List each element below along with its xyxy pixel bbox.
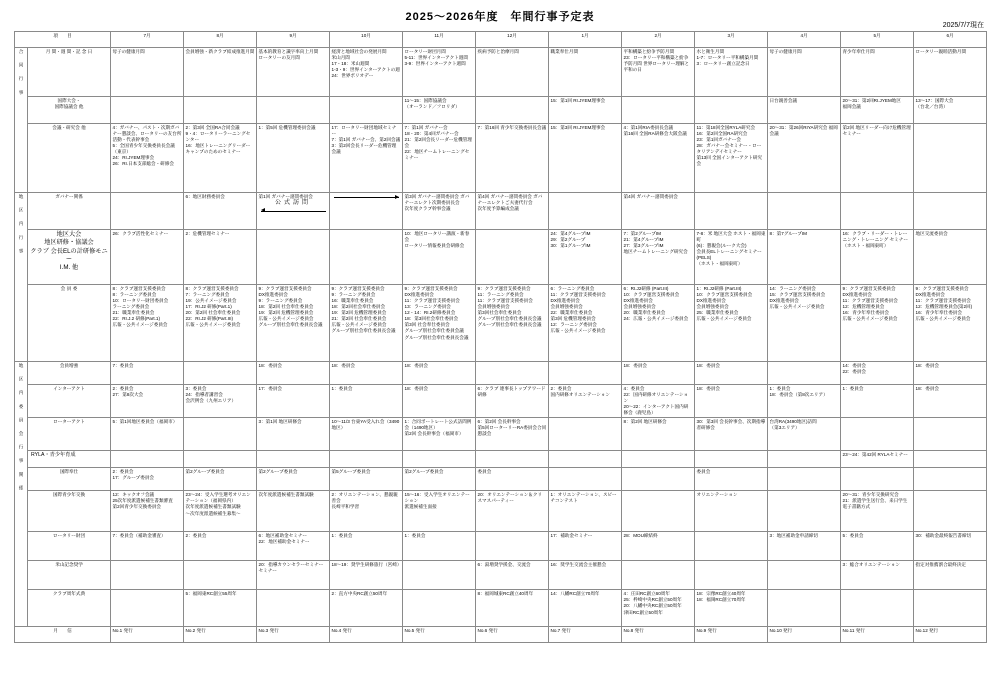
cell-r6-c6 xyxy=(549,362,622,385)
row-label-7: インターアクト xyxy=(28,385,111,418)
cell-r1-c8 xyxy=(695,97,768,124)
cell-r5-c0: 8：クラブ運営支援委員会 8：ラーニング委員会 10：ロータリー財団委員会 ラーニング委員会 21：職業奉仕委員会 22：RI.J.2 研修(Part.1) 広報・公共イメージ委員会 xyxy=(111,285,184,362)
row-label-5: 委 員 会 xyxy=(28,285,111,362)
cell-r8-c5: 6：第2回 会長幹事会 第5回ローターリーRA委員会合同懇談会 xyxy=(476,418,549,451)
cell-r3-c3 xyxy=(330,193,403,230)
cell-r1-c11: 13～17：国際大会 （台北／台湾） xyxy=(914,97,987,124)
cell-r1-c3 xyxy=(330,97,403,124)
cell-r14-c4 xyxy=(403,590,476,627)
row-label-8: ローターアクト xyxy=(28,418,111,451)
cell-r13-c10: 3：総合オリエンテーション xyxy=(841,561,914,590)
cell-r9-c10: 23～24：第42回 RYLAセミナー xyxy=(841,451,914,468)
cell-r4-c10: 16：クラブ・リーダー・トレーニング・トレーニング セミナー（ホスト・福岡東町） xyxy=(841,230,914,285)
cell-r3-c1: 6：地区財務委員会 xyxy=(184,193,257,230)
cell-r3-c2 xyxy=(257,193,330,230)
cell-r13-c2: 20：指導カウンセラーセミナー セミナー xyxy=(257,561,330,590)
cell-r12-c5 xyxy=(476,532,549,561)
cell-r4-c0: 26：クラブ活性化セミナー xyxy=(111,230,184,285)
header-month-11: 11月 xyxy=(403,32,476,48)
row-label-11: 国際青少年交換 xyxy=(28,491,111,532)
cell-r6-c7: 18：委員会 xyxy=(622,362,695,385)
cell-r4-c8: 7-8：米 地区大会 ホスト・福岡東町 (6)：懇親会(ルーク大会) 会員長ELトレーニングセミナー(PELS) （ホスト・福岡東町） xyxy=(695,230,768,285)
schedule-table xyxy=(14,31,987,643)
footer-cell-2: No.3 発行 xyxy=(257,627,330,643)
cell-r7-c5: 6：クラブ 連事長トップアワード研修 xyxy=(476,385,549,418)
cell-r7-c10: 1：委員会 xyxy=(841,385,914,418)
cell-r13-c1 xyxy=(184,561,257,590)
cell-r8-c4: 1：合同ポートレート公式訪問例会（1490地区） 第2回 会長幹事会（福岡市） xyxy=(403,418,476,451)
cell-r3-c5: 第4回 ガバナー諮問委員会 ガバナーエレクトご夫妻代行会 次年度予算編成会議 xyxy=(476,193,549,230)
cell-r0-c8: 水と衛生月間 1-7：ロータリー平和構築月間 3：ロータリー創立記念日 xyxy=(695,48,768,97)
cell-r12-c0: 7：委員会（補助金審査） xyxy=(111,532,184,561)
cell-r4-c4: 10：地区ロータリー講演・新春会 ロータリー情報委員会研修会 xyxy=(403,230,476,285)
cell-r10-c5: 委員会 xyxy=(476,468,549,491)
cell-r4-c3 xyxy=(330,230,403,285)
table-row xyxy=(15,491,987,532)
cell-r14-c1: 5：福岡東RC創立55周年 xyxy=(184,590,257,627)
cell-r6-c3: 18：委員会 xyxy=(330,362,403,385)
cell-r12-c9: 3：地区補助金申請締切 xyxy=(768,532,841,561)
table-row xyxy=(15,97,987,124)
cell-r14-c7: 4：庄田RC創立60周年 25：枠崎中央RC創立50周年 20：八幡中央RC創立50周年 津田RC創立50周年 xyxy=(622,590,695,627)
cell-r9-c7 xyxy=(622,451,695,468)
cell-r12-c2: 6：地区補助金セミナー 22：地区補助金セミナー xyxy=(257,532,330,561)
cell-r0-c9: 母子の健康月間 xyxy=(768,48,841,97)
cell-r12-c7: 28：MOU締結終 xyxy=(622,532,695,561)
cell-r7-c7: 4：委員会 22：国内研修オリエンテーション 20～22：インターアクト国内研修会（鹿児島） xyxy=(622,385,695,418)
table-row xyxy=(15,362,987,385)
cell-r1-c2 xyxy=(257,97,330,124)
cell-r2-c9: 20～31：第26回RIYA研究会 福岡会議 xyxy=(768,124,841,193)
official-visit-arrow-left xyxy=(259,208,328,215)
footer-cell-9: No.10 発行 xyxy=(768,627,841,643)
table-row xyxy=(15,193,987,230)
cell-r14-c3: 2：直方中央RC創立50周年 xyxy=(330,590,403,627)
cell-r9-c3 xyxy=(330,451,403,468)
cell-r4-c7: 7：第2グループIM 21：第4グループIM 27：第3グループIM 地区チームトレーニング研究会 xyxy=(622,230,695,285)
header-month-3: 3月 xyxy=(695,32,768,48)
cell-r4-c6: 24：第4グループIM 29：第2グループ 30：第1グループIM xyxy=(549,230,622,285)
header-month-8: 8月 xyxy=(184,32,257,48)
cell-r6-c4: 18：委員会 xyxy=(403,362,476,385)
cell-r2-c1: 2：第3回 全国RA合同会議 9・4：ロータリーラーニングセンター 16：地区トレーニングリーダーキャンプのためのセミナー xyxy=(184,124,257,193)
table-row xyxy=(15,285,987,362)
cell-r4-c11: 地区交流委員会 xyxy=(914,230,987,285)
cell-r0-c6: 職業奉仕月間 xyxy=(549,48,622,97)
header-month-4: 4月 xyxy=(768,32,841,48)
cell-r6-c10: 14：委員会 22：委員会 xyxy=(841,362,914,385)
cell-r10-c4: 第2グループ委員会 xyxy=(403,468,476,491)
cell-r3-c8 xyxy=(695,193,768,230)
row-label-0: 月 間・週 間・記 念 日 xyxy=(28,48,111,97)
footer-cell-3: No.4 発行 xyxy=(330,627,403,643)
cell-r13-c6: 16：奨学生交流会主催懇会 xyxy=(549,561,622,590)
header-month-1: 1月 xyxy=(549,32,622,48)
header-month-2: 2月 xyxy=(622,32,695,48)
cell-r6-c9 xyxy=(768,362,841,385)
header-month-5: 5月 xyxy=(841,32,914,48)
cell-r2-c2: 1：第5回 危機管理委員会議 xyxy=(257,124,330,193)
cell-r3-c7: 第4回 ガバナー諮問委員会 xyxy=(622,193,695,230)
cell-r7-c1: 3：委員会 24：指導者講習会 会沢例会（九州エリア） xyxy=(184,385,257,418)
footer-cell-7: No.8 発行 xyxy=(622,627,695,643)
side-label-committee: 地 区 内 委 員 会 行 事 関 係 xyxy=(15,362,28,627)
cell-r11-c5: 20：オリエンテーション＆クリスマスパーティー xyxy=(476,491,549,532)
cell-r2-c11 xyxy=(914,124,987,193)
cell-r6-c5 xyxy=(476,362,549,385)
cell-r1-c10: 20～31：第2回RI.JYEM地区 福岡会議 xyxy=(841,97,914,124)
cell-r8-c2: 3：第1回 地区研修会 xyxy=(257,418,330,451)
cell-r9-c11 xyxy=(914,451,987,468)
cell-r9-c4 xyxy=(403,451,476,468)
header-item-label: 項 目 xyxy=(15,32,111,48)
cell-r4-c1: 2：危機管理セミナー xyxy=(184,230,257,285)
row-label-4: 地区大会 地区研修・協議会 クラブ 会長ELの計研修モニー I.M. 他 xyxy=(28,230,111,285)
row-label-6: 会員増強 xyxy=(28,362,111,385)
cell-r13-c5: 6：湯増奨学援金、交流会 xyxy=(476,561,549,590)
table-row xyxy=(15,561,987,590)
cell-r1-c9: 日台親善会議 xyxy=(768,97,841,124)
cell-r10-c0: 2：委員会 17：グループ委員会 xyxy=(111,468,184,491)
cell-r7-c9: 1：委員会 18：委員会（第8次エリア） xyxy=(768,385,841,418)
cell-r11-c9 xyxy=(768,491,841,532)
footer-cell-11: No.12 発行 xyxy=(914,627,987,643)
table-row xyxy=(15,124,987,193)
cell-r2-c0: 4：ガバナー、パスト・次期ガバナー懇談会、ロータリーの友台所活動・代表幹事会 5：全国青少年交換委員長会議（東京） 24：RI.JYEM理事会 26：RI.日本支部総会・研修会 xyxy=(111,124,184,193)
as-of-date: 2025/7/7現在 xyxy=(942,22,984,29)
cell-r12-c11: 30：補助金最終報告書締切 xyxy=(914,532,987,561)
side-label-district: 地 区 内 行 事 xyxy=(15,193,28,362)
row-label-14: クラブ周年式典 xyxy=(28,590,111,627)
cell-r5-c5: 9：クラブ運営支援委員会 11：ラーニング委員会 11：クラブ運営支援委員会 会員増強委員会 第3回社会奉仕委員会 グループ別社会奉仕委員長会議 グループ別社会奉仕委員長会議 xyxy=(476,285,549,362)
cell-r3-c11 xyxy=(914,193,987,230)
cell-r0-c5: 疾病予防と治療月間 xyxy=(476,48,549,97)
table-header-row xyxy=(15,32,987,48)
cell-r0-c3: 経済と地域社会の発展月間 米山月間 17・18：米山週間 1-3・9：世界インターアクトの週 24：世界ポリオデー xyxy=(330,48,403,97)
table-row xyxy=(15,385,987,418)
cell-r3-c2-text: 第1回 ガバナー諮問委員会 xyxy=(258,194,313,199)
cell-r8-c0: 5：第1回地区委員会（福岡市） xyxy=(111,418,184,451)
cell-r3-c6 xyxy=(549,193,622,230)
cell-r11-c0: 12：キックオフ会議 25次年度派遣候補生書類審査 第2回青少年交換委員会 xyxy=(111,491,184,532)
cell-r7-c3: 1：委員会 xyxy=(330,385,403,418)
cell-r7-c4: 18：委員会 xyxy=(403,385,476,418)
row-label-13: 米山記念奨学 xyxy=(28,561,111,590)
table-row xyxy=(15,590,987,627)
cell-r5-c9: 14：ラーニング委員会 15：クラブ運営支援委員会 DX推進委員会 広報・公共イメージ委員会 xyxy=(768,285,841,362)
header-month-9: 9月 xyxy=(257,32,330,48)
table-footer-row xyxy=(15,627,987,643)
row-label-10: 国際奉仕 xyxy=(28,468,111,491)
header-month-12: 12月 xyxy=(476,32,549,48)
cell-r10-c7 xyxy=(622,468,695,491)
cell-r6-c0: 7：委員会 xyxy=(111,362,184,385)
cell-r9-c2 xyxy=(257,451,330,468)
cell-r3-c9 xyxy=(768,193,841,230)
cell-r6-c8: 18：委員会 xyxy=(695,362,768,385)
cell-r8-c9: 台湾RA(3490地区)訪問 （第3エリア） xyxy=(768,418,841,451)
cell-r7-c11: 18：委員会 xyxy=(914,385,987,418)
cell-r0-c10: 青少年奉仕月間 xyxy=(841,48,914,97)
cell-r11-c7 xyxy=(622,491,695,532)
cell-r8-c7: 8：第2回 地区研修会 xyxy=(622,418,695,451)
cell-r13-c8 xyxy=(695,561,768,590)
cell-r14-c5: 8：福岡城東RC創立40周年 xyxy=(476,590,549,627)
cell-r2-c7: 4：第1回RIA委員長会議 第16回 全国RA研修会大阪会議 xyxy=(622,124,695,193)
cell-r4-c9: 8：第7グループIM xyxy=(768,230,841,285)
cell-r13-c11: 指定対推薦割合最終決定 xyxy=(914,561,987,590)
footer-cell-5: No.6 発行 xyxy=(476,627,549,643)
footer-cell-10: No.11 発行 xyxy=(841,627,914,643)
cell-r7-c6: 2：委員会 国内研修オリエンテーション xyxy=(549,385,622,418)
footer-cell-4: No.5 発行 xyxy=(403,627,476,643)
cell-r6-c2: 18：委員会 xyxy=(257,362,330,385)
table-row xyxy=(15,48,987,97)
cell-r2-c4: 7：第1回 ガバナー会 18・20：第4回ガバナー会 21：第2回会長リーダー危機管理会 22：地区チームトレーニングセミナー xyxy=(403,124,476,193)
row-label-3: ガバナー関係 xyxy=(28,193,111,230)
cell-r10-c3: 第5グループ委員会 xyxy=(330,468,403,491)
cell-r1-c1 xyxy=(184,97,257,124)
page-title: 2025～2026年度 年間行事予定表 xyxy=(405,11,595,23)
cell-r7-c0: 2：委員会 27：第8次大会 xyxy=(111,385,184,418)
cell-r13-c0 xyxy=(111,561,184,590)
row-label-12: ロータリー財団 xyxy=(28,532,111,561)
cell-r12-c10: 5：委員会 xyxy=(841,532,914,561)
cell-r11-c11 xyxy=(914,491,987,532)
cell-r2-c3: 17：ロータリー財団地域セミナー 7：第1回 ガバナー会、第2回会議 3：第2回会長リーダー危機管理会議 xyxy=(330,124,403,193)
table-row xyxy=(15,532,987,561)
row-label-2: 会議・研究会 他 xyxy=(28,124,111,193)
cell-r5-c3: 9：クラブ運営支援委員会 9：ラーニング委員会 16：職業奉仕委員会 18：第2回社会奉仕委員会 19：第2回 危機管理委員会 21：第2回 社会奉仕委員会 広報・公共イメージ委員会 グループ別社会奉仕委員長会議 xyxy=(330,285,403,362)
footer-cell-6: No.7 発行 xyxy=(549,627,622,643)
cell-r5-c6: 6：ラーニング委員会 11：クラブ運営支援委員会 DX推進委員会 会員増強委員会 22：職業奉仕委員会 第3回 危機管理委員会 12：ラーニング委員会 広報・公共イメージ委員会 xyxy=(549,285,622,362)
cell-r13-c7 xyxy=(622,561,695,590)
cell-r14-c8: 18：宗像RC創立40周年 18：福岡RC創立70周年 xyxy=(695,590,768,627)
cell-r12-c4: 1：委員会 xyxy=(403,532,476,561)
cell-r4-c5 xyxy=(476,230,549,285)
cell-r2-c5: 7：第16回 青少年交換委員長会議 xyxy=(476,124,549,193)
cell-r2-c10: 第2回 地区リーダー向け危機管理セミナー xyxy=(841,124,914,193)
cell-r3-c4: 第3回 ガバナー諮問委員会 ガバナーエレクト次期委員長会 次年度クラブ幹事会議 xyxy=(403,193,476,230)
cell-r6-c1 xyxy=(184,362,257,385)
cell-r12-c3: 1：委員会 xyxy=(330,532,403,561)
footer-label: 月 信 xyxy=(15,627,111,643)
cell-r5-c1: 8：クラブ運営支援委員会 7：ラーニング委員会 19：公共イメージ委員会 17：RI.J2 研修(Part.1) 20：第2回 社会奉仕委員会 22：RI.J2 研修(Part.III) 広報・公共イメージ委員会 xyxy=(184,285,257,362)
cell-r5-c4: 9：クラブ運営支援委員会 DX推進委員会 11：クラブ運営支援委員会 13：ラーニング委員会 12・14：RI.2研修委員会 18：第3回社会奉仕委員会 第3回 社会奉仕委員会 グループ別社会奉仕委員会議 グループ別社会奉仕委員長会議 xyxy=(403,285,476,362)
cell-r4-c2 xyxy=(257,230,330,285)
cell-r1-c6: 15：第1回 RI.JYEM理事会 xyxy=(549,97,622,124)
row-label-1: 国際大会・ 国際協議会 他 xyxy=(28,97,111,124)
cell-r0-c2: 基本的教育と識字率向上月間 ロータリーの友月間 xyxy=(257,48,330,97)
official-visit-arrow-right xyxy=(332,194,401,201)
cell-r13-c9 xyxy=(768,561,841,590)
cell-r9-c5 xyxy=(476,451,549,468)
header-month-7: 7月 xyxy=(111,32,184,48)
cell-r14-c10 xyxy=(841,590,914,627)
cell-r6-c11: 18：委員会 xyxy=(914,362,987,385)
cell-r8-c8: 30：第3回 会長幹事会、次期指導者研修会 xyxy=(695,418,768,451)
cell-r12-c6: 17：補助金セミナー xyxy=(549,532,622,561)
cell-r11-c2: 次年度派遣候補生書類試験 xyxy=(257,491,330,532)
cell-r5-c2: 9：クラブ運営支援委員会 DX推進委員会 9：ラーニング委員会 18：第2回 社会奉仕委員会 19：第2回 危機管理委員会 広報・公共イメージ委員会 グループ別社会奉仕委員長会議 xyxy=(257,285,330,362)
official-visit-label: 公式訪問 xyxy=(275,200,312,207)
cell-r8-c10 xyxy=(841,418,914,451)
cell-r10-c11 xyxy=(914,468,987,491)
header-month-6: 6月 xyxy=(914,32,987,48)
footer-cell-8: No.9 発行 xyxy=(695,627,768,643)
cell-r5-c10: 9：クラブ運営支援委員会 DX推進委員会 11：クラブ運営支援委員会 12：危機管理委員会 16：青少年奉仕委員会 広報・公共イメージ委員会 xyxy=(841,285,914,362)
cell-r10-c8: 委員会 xyxy=(695,468,768,491)
table-row xyxy=(15,230,987,285)
cell-r5-c11: 9：クラブ運営支援委員会 DX推進委員会 11：クラブ運営支援委員会 12：危機管理委員会(第2回) 16：青少年奉仕委員会 広報・公共イメージ委員会 xyxy=(914,285,987,362)
cell-r10-c10 xyxy=(841,468,914,491)
cell-r10-c2: 第2グループ委員会 xyxy=(257,468,330,491)
cell-r3-c0 xyxy=(111,193,184,230)
cell-r2-c8: 11：第18回全国RYLA研究会 16：第2回全国RA研究会 23：第1回ガバナー会 28：ガバナー会セミナー・ロータリアンデイセミナー 第13回 全国インターアクト研究会 xyxy=(695,124,768,193)
table-row xyxy=(15,468,987,491)
table-row xyxy=(15,451,987,468)
header-month-10: 10月 xyxy=(330,32,403,48)
cell-r9-c8 xyxy=(695,451,768,468)
cell-r11-c6: 1：オリエンテーション、スピーチコンテスト xyxy=(549,491,622,532)
cell-r12-c1: 2：委員会 xyxy=(184,532,257,561)
cell-r8-c6 xyxy=(549,418,622,451)
row-label-9: RYLA・青少年育成 xyxy=(28,451,111,468)
cell-r7-c2: 17：委員会 xyxy=(257,385,330,418)
cell-r0-c1: 会員増強・新クラブ結成推進月間 xyxy=(184,48,257,97)
cell-r8-c1 xyxy=(184,418,257,451)
side-label-joint: 合 同 行 事 xyxy=(15,48,28,193)
cell-r13-c3: 18～19：奨学生研修旅行（宮崎） xyxy=(330,561,403,590)
cell-r10-c6 xyxy=(549,468,622,491)
cell-r1-c4: 11～15：国際協議会 （オーランド／フロリダ） xyxy=(403,97,476,124)
cell-r11-c3: 2：オリエンテーション、懇親親善会 長崎平和学習 xyxy=(330,491,403,532)
cell-r1-c7 xyxy=(622,97,695,124)
cell-r2-c6: 15：第3回 RI.JYEM理事会 xyxy=(549,124,622,193)
cell-r11-c1: 23～24：受入学生選考オリエンテーション（福岡県内） 次年度派遣候補生書類試験 ～次年度派遣候補生募集～ xyxy=(184,491,257,532)
cell-r14-c11 xyxy=(914,590,987,627)
cell-r8-c3: 10～11/3 台東YA受入れ会（3490地区） xyxy=(330,418,403,451)
cell-r9-c6 xyxy=(549,451,622,468)
cell-r1-c0 xyxy=(111,97,184,124)
cell-r10-c9 xyxy=(768,468,841,491)
cell-r11-c8: オリエンテーション xyxy=(695,491,768,532)
cell-r0-c4: ロータリー財団月間 5-11：世界インターアクト週間 3-9：世界インターアクト週間 xyxy=(403,48,476,97)
cell-r10-c1: 第2グループ委員会 xyxy=(184,468,257,491)
cell-r14-c9 xyxy=(768,590,841,627)
cell-r14-c0 xyxy=(111,590,184,627)
cell-r3-c10 xyxy=(841,193,914,230)
cell-r11-c10: 20～31：青少年交換研究会 21：派遣学生送行会、来日学生電子書籍方式 xyxy=(841,491,914,532)
cell-r14-c6: 14：八幡RC創立70周年 xyxy=(549,590,622,627)
cell-r5-c7: 6：RI.J2研修 (Part.III) 10：クラブ運営支援委員会 DX推進委員会 会員増強委員会 20：職業奉仕委員会 24：広報・公共イメージ委員会 xyxy=(622,285,695,362)
cell-r1-c5 xyxy=(476,97,549,124)
cell-r8-c11 xyxy=(914,418,987,451)
cell-r13-c4 xyxy=(403,561,476,590)
footer-cell-1: No.2 発行 xyxy=(184,627,257,643)
cell-r9-c1 xyxy=(184,451,257,468)
cell-r11-c4: 15～16：受入学生オリエンテーション 派遣候補生面接 xyxy=(403,491,476,532)
footer-cell-0: No.1 発行 xyxy=(111,627,184,643)
cell-r9-c9 xyxy=(768,451,841,468)
cell-r0-c7: 平和構築と紛争予防月間 23：ロータリー平和構築と紛争予防月間 世界ロータリー理解と平和の日 xyxy=(622,48,695,97)
cell-r0-c0: 母子の健康月間 xyxy=(111,48,184,97)
cell-r9-c0 xyxy=(111,451,184,468)
table-row xyxy=(15,418,987,451)
cell-r12-c8 xyxy=(695,532,768,561)
cell-r0-c11: ロータリー親睦活動月間 xyxy=(914,48,987,97)
cell-r7-c8: 18：委員会 xyxy=(695,385,768,418)
cell-r14-c2 xyxy=(257,590,330,627)
cell-r5-c8: 1：RI.J2研修 (Part.III) 10：クラブ運営支援委員会 DX推進委員会 会員増強委員会 25：職業奉仕委員会 広報・公共イメージ委員会 xyxy=(695,285,768,362)
